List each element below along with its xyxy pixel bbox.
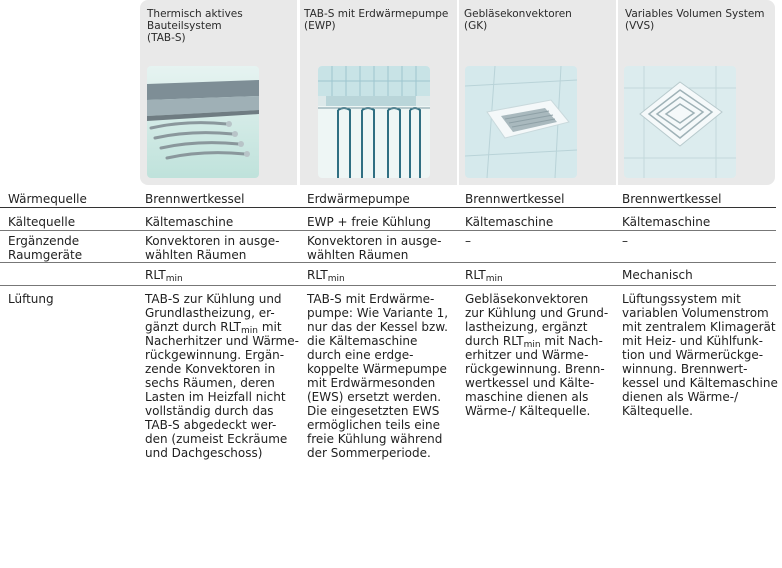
row-label-waermequelle: Wärmequelle [8,192,87,206]
cell-line: Konvektoren in ausge- [307,234,442,248]
rlt-text: RLT [145,268,166,282]
cell-raumgeraete-vvs: – [622,234,628,248]
description-subscript: min [241,326,258,336]
description-line [145,334,299,348]
description-line [465,320,608,334]
description-text: freie Kühlung während [307,432,443,446]
description-text: zende Konvektoren in [145,362,276,376]
description-text: Lasten im Heizfall nicht [145,390,286,404]
description-text: gänzt durch RLT [145,320,242,334]
description-text: dienen als Wärme-/ [622,390,739,404]
description-text: TAB-S mit Erdwärme- [307,292,435,306]
column-title-line: (GK) [464,20,488,32]
description-line [465,348,608,362]
rlt-subscript: min [485,274,503,284]
description-line [622,334,778,348]
description-line [145,376,299,390]
description-text: durch eine erdge- [307,348,414,362]
description-text: mit Nach- [540,334,603,348]
description-text: mit [258,320,282,334]
description-text: Grundlastheizung, er- [145,306,275,320]
column-header-gk [459,0,616,185]
description-text: ermöglichen teils eine [307,418,440,432]
description-line [145,292,299,306]
description-line [465,376,608,390]
description-line [307,404,448,418]
description-line [307,292,448,306]
description-line [307,348,448,362]
cell-rlt-tab-s [145,268,183,282]
cell-raumgeraete-tab-s [145,234,279,262]
column-title [304,8,455,32]
description-text: pumpe: Wie Variante 1, [307,306,449,320]
cell-waermequelle-vvs: Brennwertkessel [622,192,722,206]
column-title-line: (EWP) [304,20,336,32]
description-line [307,432,448,446]
ceiling-cassette-image [465,66,577,178]
description-line [307,418,448,432]
description-text: tion und Wärmerückge- [622,348,764,362]
cell-line: wählten Räumen [307,248,409,262]
cell-line: Konvektoren in ausge- [145,234,280,248]
column-title-line: TAB-S mit Erdwärmepumpe [304,8,449,20]
description-text: Nacherhitzer und Wärme- [145,334,299,348]
description-text: zur Kühlung und Grund- [465,306,609,320]
description-text: mit zentralem Klimagerät [622,320,776,334]
description-line [622,362,778,376]
description-line [622,404,778,418]
description-text: wertkessel und Kälte- [465,376,595,390]
description-text: und Dachgeschoss) [145,446,263,460]
description-line [145,348,299,362]
cell-kaeltequelle-ewp: EWP + freie Kühlung [307,215,431,229]
description-line [465,362,608,376]
column-title [625,8,773,32]
description-line [145,418,299,432]
description-vvs [622,292,778,418]
row-divider [0,262,776,263]
description-line [145,390,299,404]
description-text: maschine dienen als [465,390,589,404]
cell-rlt-gk [465,268,503,282]
description-text: durch RLT [465,334,524,348]
row-label-raumgeraete [8,234,82,262]
description-text: mit Erdwärmesonden [307,376,436,390]
description-text: TAB-S zur Kühlung und [145,292,282,306]
description-line [465,404,608,418]
description-line [622,320,778,334]
description-line [465,334,608,348]
cell-line: wählten Räumen [145,248,247,262]
description-text: rückgewinnung. Brenn- [465,362,605,376]
description-text: den (zumeist Eckräume [145,432,288,446]
description-line [307,334,448,348]
column-title-line: Bauteilsystem [147,20,222,32]
description-line [622,348,778,362]
description-text: der Sommerperiode. [307,446,431,460]
description-text: variablen Volumenstrom [622,306,769,320]
description-text: die Kältemaschine [307,334,418,348]
column-title [464,8,614,32]
description-tab-s [145,292,299,460]
description-text: Die eingesetzten EWS [307,404,440,418]
ceiling-diffuser-image [624,66,736,178]
description-line [622,292,778,306]
row-label-lueftung: Lüftung [8,292,54,306]
description-text: mit Heiz- und Kühlfunk- [622,334,763,348]
description-line [465,306,608,320]
description-text: Lüftungssystem mit [622,292,741,306]
description-line [465,292,608,306]
cell-kaeltequelle-vvs: Kältemaschine [622,215,711,229]
cell-rlt-ewp [307,268,345,282]
cell-rlt-vvs [622,268,693,282]
description-line [307,446,448,460]
rlt-text: Mechanisch [622,268,693,282]
column-title-line: Variables Volumen System [625,8,765,20]
row-divider [0,285,776,286]
rlt-text: RLT [307,268,328,282]
row-divider [0,207,776,208]
description-subscript: min [523,340,541,350]
description-line [622,390,778,404]
description-line [307,362,448,376]
description-text: koppelte Wärmepumpe [307,362,447,376]
cell-raumgeraete-gk: – [465,234,471,248]
description-text: Gebläsekonvektoren [465,292,589,306]
description-line [145,446,299,460]
description-text: sechs Räumen, deren [145,376,275,390]
tab-s-pipes-image [147,66,259,178]
description-line [145,432,299,446]
description-line [307,306,448,320]
row-label-line: Raumgeräte [8,248,83,262]
description-text: Kältequelle. [622,404,693,418]
description-ewp [307,292,448,460]
description-text: lastheizung, ergänzt [465,320,588,334]
cell-kaeltequelle-tab-s: Kältemaschine [145,215,234,229]
geothermal-probes-image [318,66,430,178]
column-title-line: Thermisch aktives [147,8,243,20]
description-text: nur das der Kessel bzw. [307,320,448,334]
description-line [307,376,448,390]
description-line [622,306,778,320]
cell-raumgeraete-ewp [307,234,441,262]
description-line [622,376,778,390]
rlt-text: RLT [465,268,486,282]
description-line [145,362,299,376]
rlt-subscript: min [327,274,345,284]
description-line [465,390,608,404]
column-title-line: Gebläsekonvektoren [464,8,572,20]
description-line [307,320,448,334]
description-text: TAB-S abgedeckt wer- [145,418,277,432]
cell-waermequelle-gk: Brennwertkessel [465,192,565,206]
row-label-kaeltequelle: Kältequelle [8,215,76,229]
description-line [145,404,299,418]
description-line [145,320,299,334]
cell-waermequelle-ewp: Erdwärmepumpe [307,192,410,206]
cell-waermequelle-tab-s: Brennwertkessel [145,192,245,206]
row-divider [0,230,776,231]
description-text: vollständig durch das [145,404,274,418]
cell-kaeltequelle-gk: Kältemaschine [465,215,554,229]
column-title-line: (TAB-S) [147,32,186,44]
column-title-line: (VVS) [625,20,655,32]
description-text: erhitzer und Wärme- [465,348,589,362]
description-text: winnung. Brennwert- [622,362,748,376]
description-line [145,306,299,320]
description-text: rückgewinnung. Ergän- [145,348,285,362]
description-text: (EWS) ersetzt werden. [307,390,442,404]
column-header-ewp [300,0,457,185]
column-header-tab-s [140,0,297,185]
rlt-subscript: min [165,274,183,284]
row-label-line: Ergänzende [8,234,80,248]
column-header-vvs [618,0,775,185]
description-text: Wärme-/ Kältequelle. [465,404,591,418]
description-line [307,390,448,404]
column-title [147,8,295,44]
description-text: kessel und Kältemaschine [622,376,778,390]
description-gk [465,292,608,418]
